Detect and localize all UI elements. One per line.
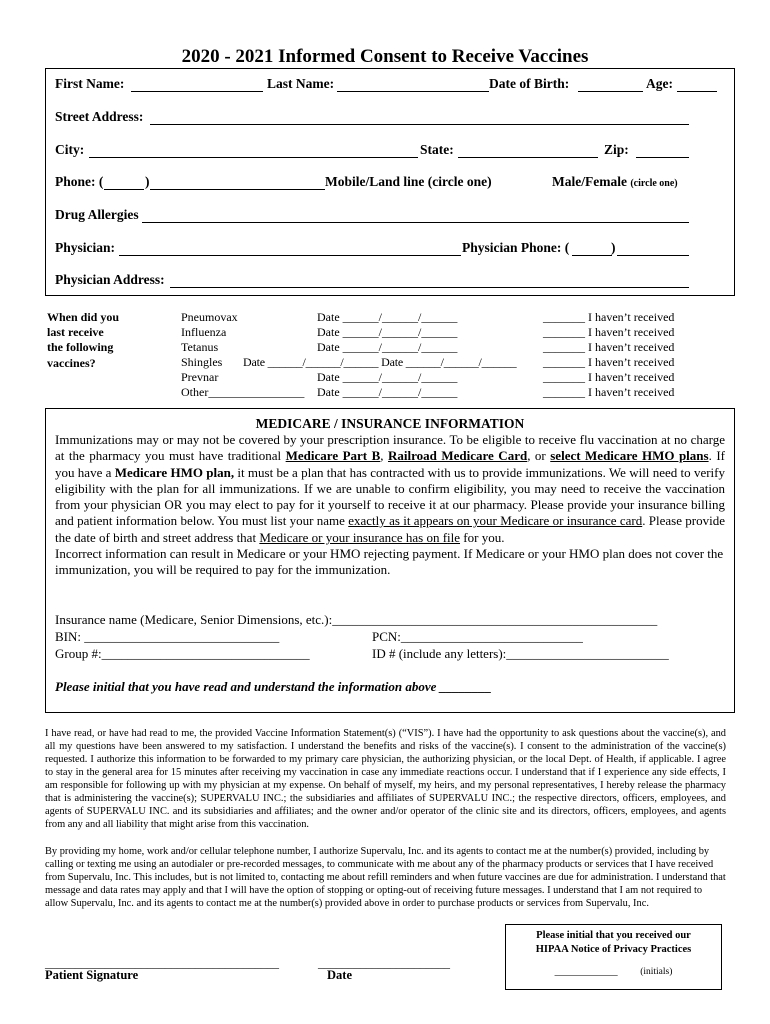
date-label: Date — [327, 968, 352, 982]
vaccine-date[interactable]: Date ______/______/______ — [317, 340, 458, 354]
sex-label[interactable] — [552, 174, 678, 190]
form-title: 2020 - 2021 Informed Consent to Receive Vaccines — [181, 46, 589, 67]
hipaa-initials-label: (initials) — [640, 967, 673, 977]
ins-text: for you. — [460, 529, 505, 545]
vaccine-question-line: vaccines? — [47, 355, 96, 370]
dob-label: Date of Birth: — [489, 76, 570, 91]
vaccine-not-received[interactable]: _______ I haven’t received — [543, 325, 675, 339]
sex-label-text: Male/Female — [552, 174, 627, 189]
city-field[interactable] — [89, 157, 418, 158]
physician-phone-close-paren: ) — [611, 240, 616, 255]
physician-field[interactable] — [119, 255, 461, 256]
patient-signature-line[interactable]: _______________________________________ — [45, 956, 279, 970]
vaccine-question — [47, 310, 119, 371]
ins-text: . If you have a — [55, 448, 725, 480]
consent-paragraph: I have read, or have had read to me, the provided Vaccine Information Statement(s) (“VIS”). I have had the opportunity to ask questions about the vaccine(s), and all my questions have been answered to my satisfaction. I understand the benefits and risks of the vaccine(s). I consent to the administration of the vaccine(s) requested. I authorize this information to be forwarded to my primary care physician, the authorizing physician, or the local Dept. of Health, if applicable. I agree to stay in the general area for 15 minutes after receiving my vaccination in case any immediate reactions occur. I understand that if I experience any side effects, I am responsible for following up with my physician at my expense. On behalf of myself, my heirs, and my personal representatives, I hereby release the pharmacy that is administering the vaccine(s); SUPERVALU INC.; the subsidiaries and affiliates of SUPERVALU INC.; the respective directors, officers, employees, and agents of SUPERVALU INC. and its subsidiaries and affiliates; and the owner and/or operator of the clinic site and its directors, officers, employees, and agents from any and all liability that might arise from this vaccination. — [45, 728, 726, 831]
phone-close-paren: ) — [145, 174, 150, 189]
drug-allergies-field[interactable] — [142, 222, 689, 223]
ins-emph: Railroad Medicare Card — [388, 448, 528, 464]
first-name-field[interactable] — [131, 91, 263, 92]
street-field[interactable] — [150, 124, 689, 125]
state-label: State: — [420, 142, 454, 157]
insurance-heading: MEDICARE / INSURANCE INFORMATION — [255, 416, 525, 431]
hipaa-line: HIPAA Notice of Privacy Practices — [535, 944, 692, 955]
vaccine-not-received[interactable]: _______ I haven’t received — [543, 355, 675, 369]
hipaa-initials[interactable] — [506, 965, 721, 979]
last-name-label: Last Name: — [267, 76, 335, 91]
zip-field[interactable] — [636, 157, 689, 158]
id-field[interactable]: ID # (include any letters):_________________________ — [372, 646, 669, 661]
vaccine-question-line: last receive — [47, 325, 104, 340]
physician-address-label: Physician Address: — [55, 272, 165, 287]
group-field[interactable]: Group #:________________________________ — [55, 646, 310, 661]
physician-phone-area-field[interactable] — [572, 255, 612, 256]
drug-allergies-label: Drug Allergies — [55, 207, 139, 222]
phone-area-field[interactable] — [104, 189, 144, 190]
vaccine-name: Tetanus — [181, 340, 219, 354]
insurance-initial-field[interactable]: Please initial that you have read and understand the information above ________ — [55, 679, 492, 694]
insurance-name-field[interactable]: Insurance name (Medicare, Senior Dimensions, etc.):__________________________________________________ — [55, 612, 658, 627]
date-line[interactable]: ______________________ — [318, 956, 450, 970]
mobile-landline-label[interactable]: Mobile/Land line (circle one) — [325, 174, 492, 189]
physician-phone-label: Physician Phone: ( — [462, 240, 570, 255]
vaccine-date[interactable]: Date ______/______/______ — [317, 310, 458, 324]
vaccine-name: Shingles — [181, 355, 223, 369]
vaccine-name: Prevnar — [181, 370, 219, 384]
sex-note: (circle one) — [630, 178, 678, 189]
last-name-field[interactable] — [337, 91, 489, 92]
ins-text: it must be a plan that has contracted with us to provide immunizations. We will need to verify eligibility with the plan for all immunizations. If we are unable to confirm eligibility, you may need to receive the vaccination from your physician OR you may elect to pay for it yourself to receive it at our pharmacy. Please provide your insurance billing and patient information below. You must list your name — [55, 464, 725, 529]
ins-emph: Medicare HMO plan, — [114, 464, 235, 480]
dob-field[interactable] — [578, 91, 643, 92]
autodialer-paragraph: By providing my home, work and/or cellular telephone number, I authorize Supervalu, Inc. and its agents to contact me at the number(s) provided, including by calling or texting me using an autodialer or pre-recorded messages, to communicate with me about any of the pharmacy products or services that I have received from Supervalu, Inc. This includes, but is not limited to, contacting me about refill reminders and when future vaccines are due for administration. I understand that message and data rates may apply and that I will have the option of stopping or opting-out of receiving future messages. I understand that I am not required to allow Supervalu, Inc. and its agents to contact me at the number(s) provided above in order to purchase products or services from Supervalu, Inc. — [45, 846, 726, 910]
zip-label: Zip: — [604, 142, 629, 157]
ins-underline: exactly as it appears on your Medicare or insurance card — [348, 513, 643, 529]
ins-text: , — [380, 448, 389, 464]
physician-label: Physician: — [55, 240, 116, 255]
ins-emph: select Medicare HMO plans — [550, 448, 709, 464]
phone-number-field[interactable] — [150, 189, 325, 190]
age-field[interactable] — [677, 91, 717, 92]
hipaa-initials-blank[interactable]: ____________ — [554, 966, 618, 977]
vaccine-not-received[interactable]: _______ I haven’t received — [543, 370, 675, 384]
ins-underline: Medicare or your insurance has on file — [259, 529, 461, 545]
insurance-warning: Incorrect information can result in Medicare or your HMO rejecting payment. If Medicare or your HMO plan does not cover the immunization, you will be required to pay for the immunization. — [55, 546, 724, 578]
ins-text: , or — [527, 448, 551, 464]
vaccine-date[interactable]: Date ______/______/______ — [317, 385, 458, 399]
vaccine-date[interactable]: Date ______/______/______ — [317, 325, 458, 339]
city-label: City: — [55, 142, 85, 157]
vaccine-question-line: When did you — [47, 310, 120, 324]
age-label: Age: — [646, 76, 673, 91]
patient-signature-label: Patient Signature — [45, 968, 139, 982]
physician-phone-field[interactable] — [617, 255, 689, 256]
vaccine-question-line: the following — [47, 340, 114, 355]
vaccine-not-received[interactable]: _______ I haven’t received — [543, 385, 675, 399]
vaccine-not-received[interactable]: _______ I haven’t received — [543, 340, 675, 354]
vaccine-date[interactable]: Date ______/______/______ — [317, 370, 458, 384]
vaccine-date[interactable]: Date ______/______/______ Date ______/______/______ — [243, 355, 517, 369]
vaccine-not-received[interactable]: _______ I haven’t received — [543, 310, 675, 324]
hipaa-box — [505, 924, 722, 990]
ins-emph: Medicare Part B — [285, 448, 381, 464]
street-label: Street Address: — [55, 109, 144, 124]
vaccine-name: Pneumovax — [181, 310, 238, 324]
hipaa-line: Please initial that you received our — [536, 930, 691, 941]
vaccine-name: Influenza — [181, 325, 227, 339]
pcn-field[interactable]: PCN:____________________________ — [372, 629, 583, 644]
ins-text: . Please provide the date of birth and street address that — [55, 513, 726, 545]
state-field[interactable] — [458, 157, 598, 158]
phone-label: Phone: ( — [55, 174, 104, 189]
insurance-paragraph — [55, 432, 725, 579]
physician-address-field[interactable] — [170, 287, 689, 288]
first-name-label: First Name: — [55, 76, 125, 91]
vaccine-name-other[interactable]: Other________________ — [181, 385, 305, 399]
ins-text: Immunizations may or may not be covered by your prescription insurance. To be eligible to receive flu vaccination at no charge at the pharmacy you must have traditional — [55, 432, 725, 464]
bin-field[interactable]: BIN: ______________________________ — [55, 629, 280, 644]
